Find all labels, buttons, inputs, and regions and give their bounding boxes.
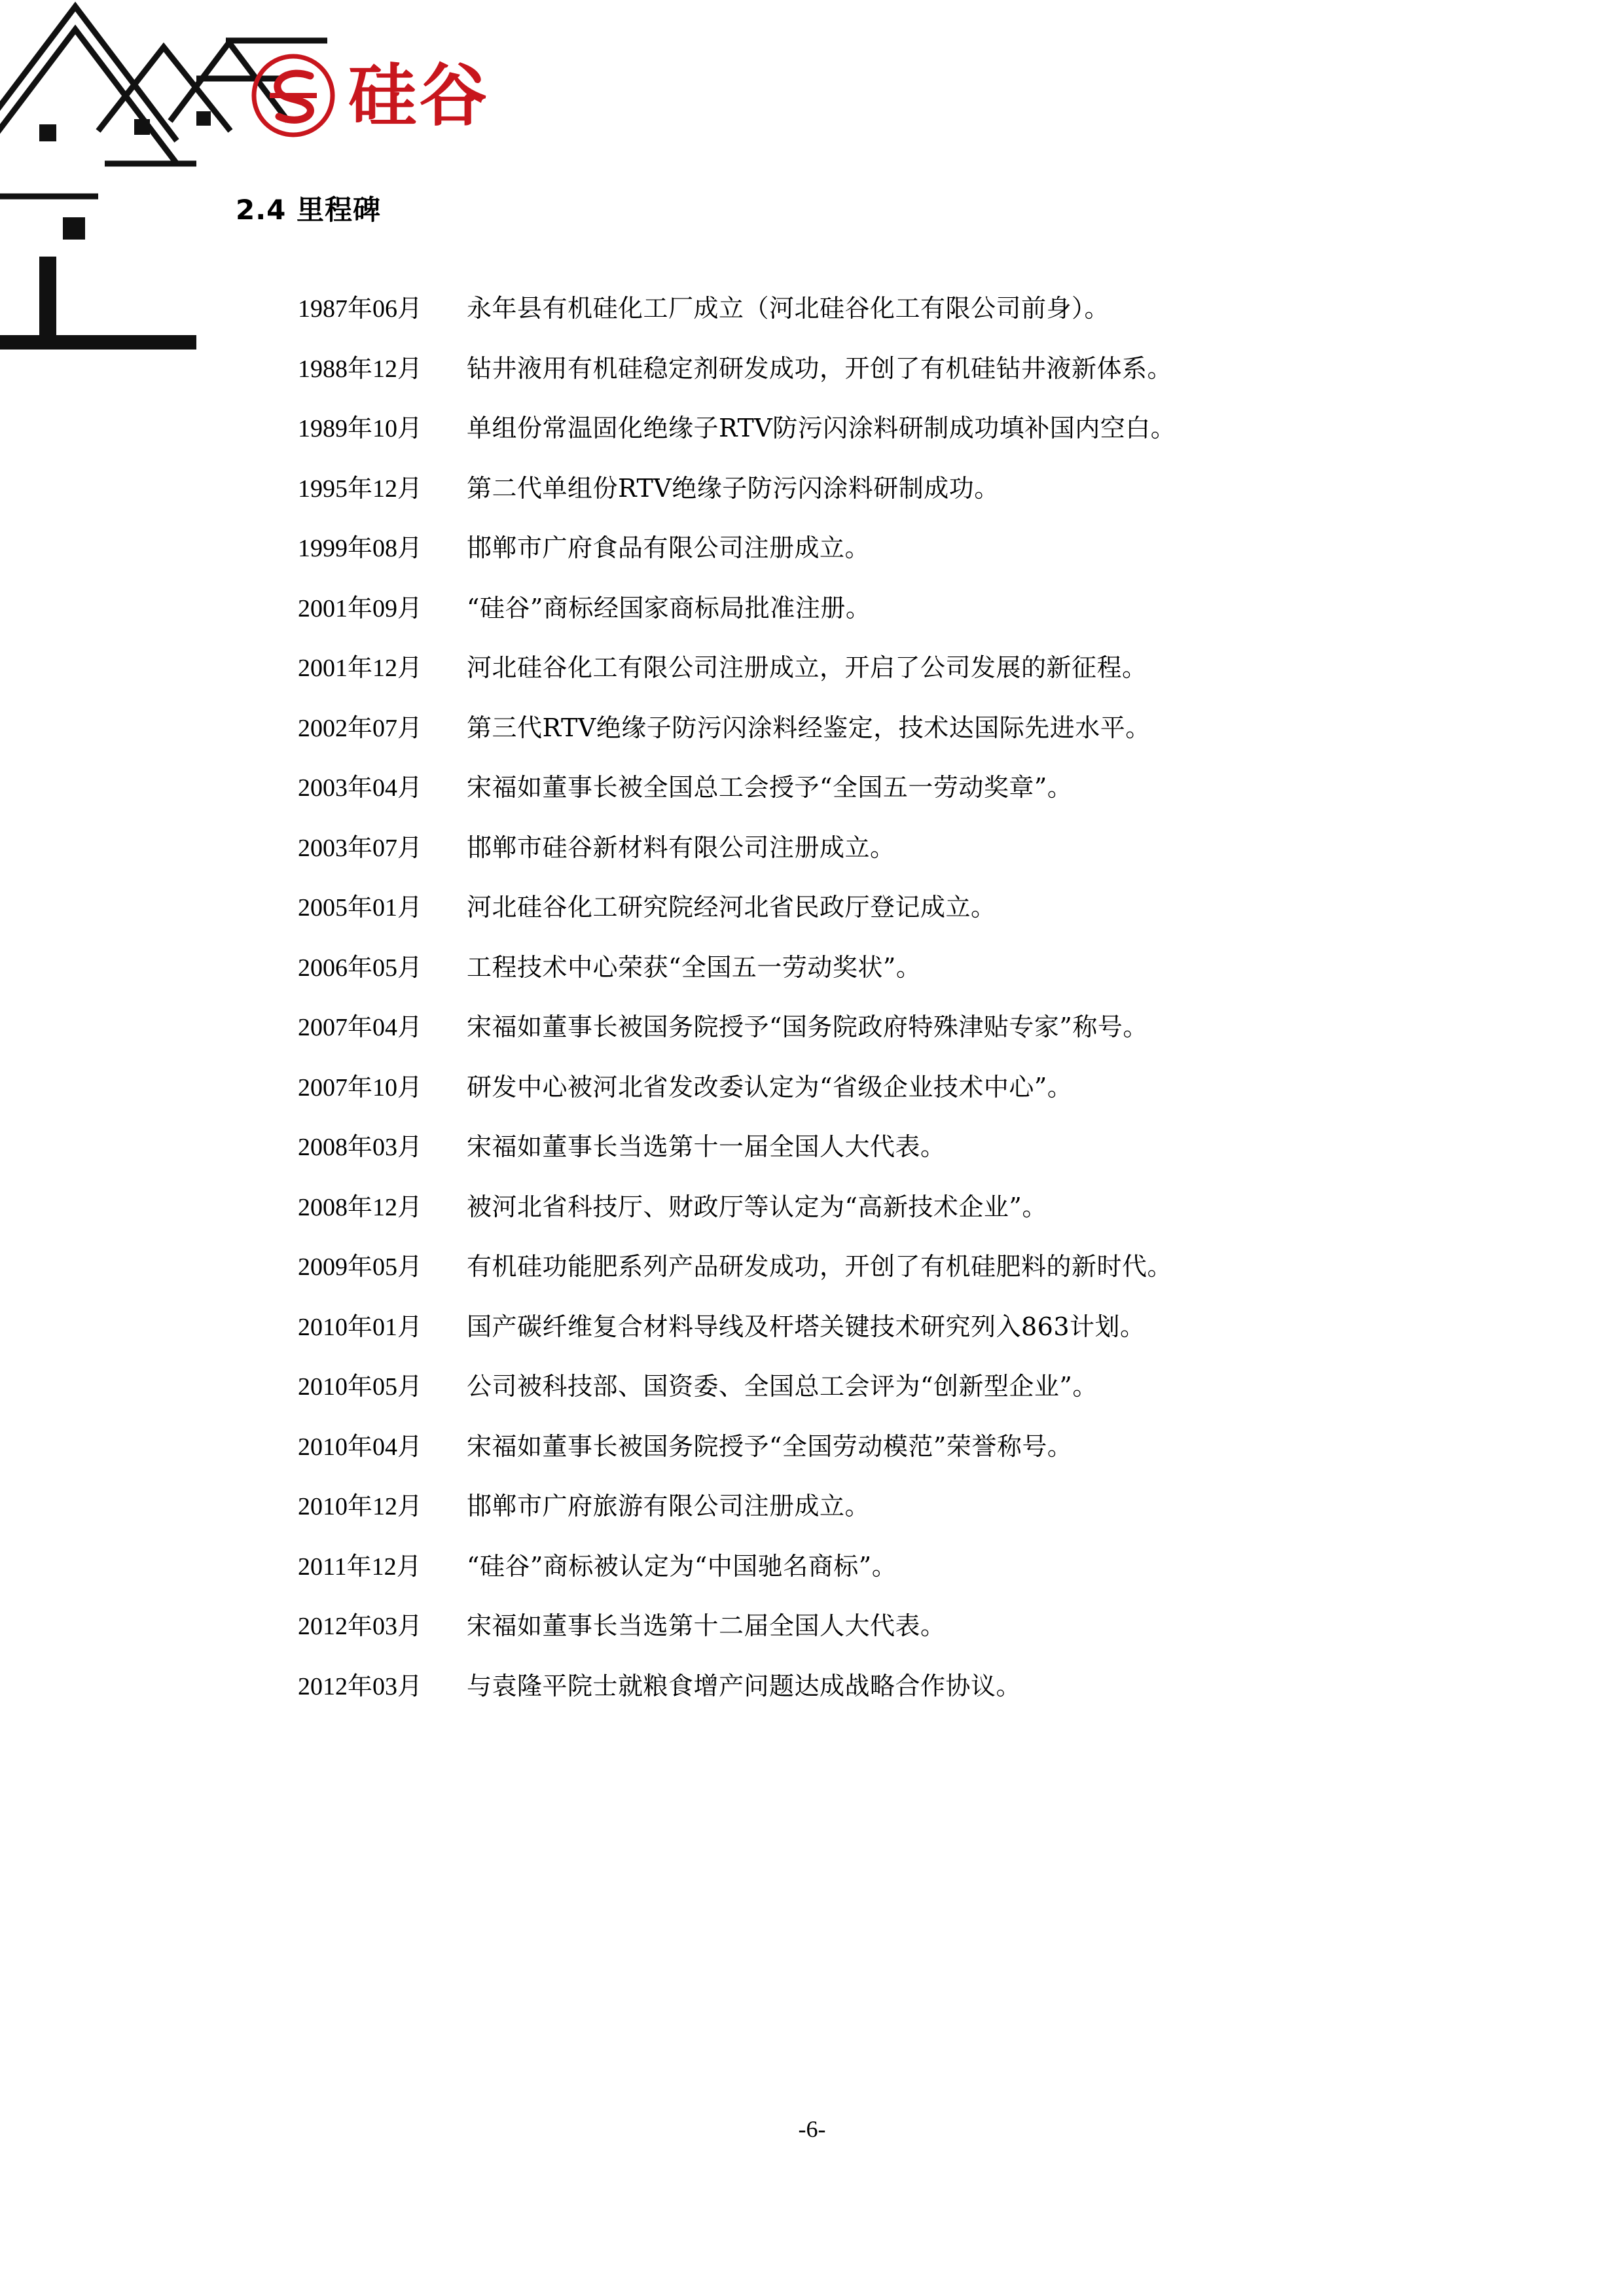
page-number: -6- — [798, 2116, 826, 2142]
list-item — [298, 647, 1463, 683]
milestone-text: 公司被科技部、国资委、全国总工会评为“创新型企业”。 — [467, 1372, 1098, 1401]
company-logo — [250, 52, 490, 139]
milestone-text: 宋福如董事长被全国总工会授予“全国五一劳动奖章”。 — [467, 773, 1073, 802]
list-item — [298, 1605, 1463, 1641]
milestone-date: 2008年12月 — [298, 1193, 423, 1221]
milestone-date: 2010年04月 — [298, 1433, 423, 1461]
milestone-text: “硅谷”商标经国家商标局批准注册。 — [467, 593, 871, 622]
milestone-text: 邯郸市广府旅游有限公司注册成立。 — [467, 1492, 871, 1520]
milestone-date: 2008年03月 — [298, 1134, 423, 1161]
milestone-text: 国产碳纤维复合材料导线及杆塔关键技术研究列入863计划。 — [467, 1312, 1146, 1341]
milestone-date: 1987年06月 — [298, 295, 423, 323]
milestone-date: 2001年09月 — [298, 594, 423, 622]
milestone-text: 研发中心被河北省发改委认定为“省级企业技术中心”。 — [467, 1072, 1073, 1102]
milestone-date: 2010年01月 — [298, 1313, 423, 1341]
list-item — [298, 1666, 1463, 1702]
list-item — [298, 1546, 1463, 1582]
milestone-text: 宋福如董事长当选第十二届全国人大代表。 — [467, 1611, 946, 1640]
list-item — [298, 887, 1463, 923]
milestone-text: 单组份常温固化绝缘子RTV防污闪涂料研制成功填补国内空白。 — [467, 414, 1176, 442]
milestone-text: 工程技术中心荣获“全国五一劳动奖状”。 — [467, 952, 922, 982]
milestone-date: 2006年05月 — [298, 954, 423, 982]
page-title: 2.4 里程碑 — [236, 194, 382, 226]
milestone-text: 河北硅谷化工研究院经河北省民政厅登记成立。 — [467, 893, 996, 922]
milestone-date: 1995年12月 — [298, 475, 423, 503]
list-item — [298, 767, 1463, 803]
list-item — [298, 468, 1463, 504]
list-item — [298, 348, 1463, 384]
milestone-text: 钻井液用有机硅稳定剂研发成功，开创了有机硅钻井液新体系。 — [467, 353, 1173, 383]
milestone-date: 2012年03月 — [298, 1672, 423, 1700]
list-item — [298, 1126, 1463, 1162]
list-item — [298, 528, 1463, 564]
milestone-text: 第三代RTV绝缘子防污闪涂料经鉴定，技术达国际先进水平。 — [467, 713, 1151, 742]
list-item — [298, 1306, 1463, 1342]
milestone-date: 2012年03月 — [298, 1613, 423, 1640]
list-item — [298, 947, 1463, 983]
milestone-date: 2009年05月 — [298, 1253, 423, 1281]
milestone-date: 2010年12月 — [298, 1493, 423, 1520]
milestone-date: 2011年12月 — [298, 1552, 422, 1581]
milestone-date: 2003年07月 — [298, 834, 423, 862]
milestone-text: 河北硅谷化工有限公司注册成立，开启了公司发展的新征程。 — [467, 653, 1147, 682]
milestone-text: 邯郸市广府食品有限公司注册成立。 — [467, 533, 871, 562]
list-item — [298, 827, 1463, 863]
list-item — [298, 1246, 1463, 1282]
milestone-text: 宋福如董事长当选第十一届全国人大代表。 — [467, 1132, 946, 1161]
list-item — [298, 288, 1463, 324]
milestone-date: 2007年10月 — [298, 1073, 423, 1102]
silicon-valley-s-logo-icon — [250, 52, 336, 139]
milestone-text: 宋福如董事长被国务院授予“全国劳动模范”荣誉称号。 — [467, 1431, 1073, 1461]
list-item — [298, 408, 1463, 444]
list-item — [298, 1486, 1463, 1522]
milestone-text: 与袁隆平院士就粮食增产问题达成战略合作协议。 — [467, 1671, 1022, 1700]
milestone-text: 邯郸市硅谷新材料有限公司注册成立。 — [467, 833, 895, 862]
milestone-text: “硅谷”商标被认定为“中国驰名商标”。 — [467, 1551, 897, 1581]
list-item — [298, 1426, 1463, 1462]
milestone-list — [298, 288, 1463, 1725]
milestone-text: 宋福如董事长被国务院授予“国务院政府特殊津贴专家”称号。 — [467, 1013, 1148, 1041]
milestone-date: 2010年05月 — [298, 1373, 423, 1401]
milestone-date: 2003年04月 — [298, 774, 423, 802]
list-item — [298, 1187, 1463, 1223]
milestone-date: 2007年04月 — [298, 1014, 423, 1041]
milestone-date: 1999年08月 — [298, 535, 423, 562]
logo-brand-text: 硅谷 — [348, 56, 490, 135]
milestone-date: 2001年12月 — [298, 655, 423, 682]
milestone-date: 2002年07月 — [298, 714, 423, 742]
milestone-date: 1989年10月 — [298, 415, 423, 442]
milestone-text: 有机硅功能肥系列产品研发成功，开创了有机硅肥料的新时代。 — [467, 1252, 1173, 1281]
list-item — [298, 1067, 1463, 1103]
milestone-date: 2005年01月 — [298, 894, 423, 922]
milestone-text: 第二代单组份RTV绝缘子防污闪涂料研制成功。 — [467, 473, 1000, 503]
list-item — [298, 1366, 1463, 1402]
list-item — [298, 1007, 1463, 1043]
milestone-text: 永年县有机硅化工厂成立（河北硅谷化工有限公司前身）。 — [467, 294, 1110, 323]
list-item — [298, 708, 1463, 744]
list-item — [298, 588, 1463, 624]
milestone-date: 1988年12月 — [298, 355, 423, 383]
milestone-text: 被河北省科技厅、财政厅等认定为“高新技术企业”。 — [467, 1192, 1047, 1221]
